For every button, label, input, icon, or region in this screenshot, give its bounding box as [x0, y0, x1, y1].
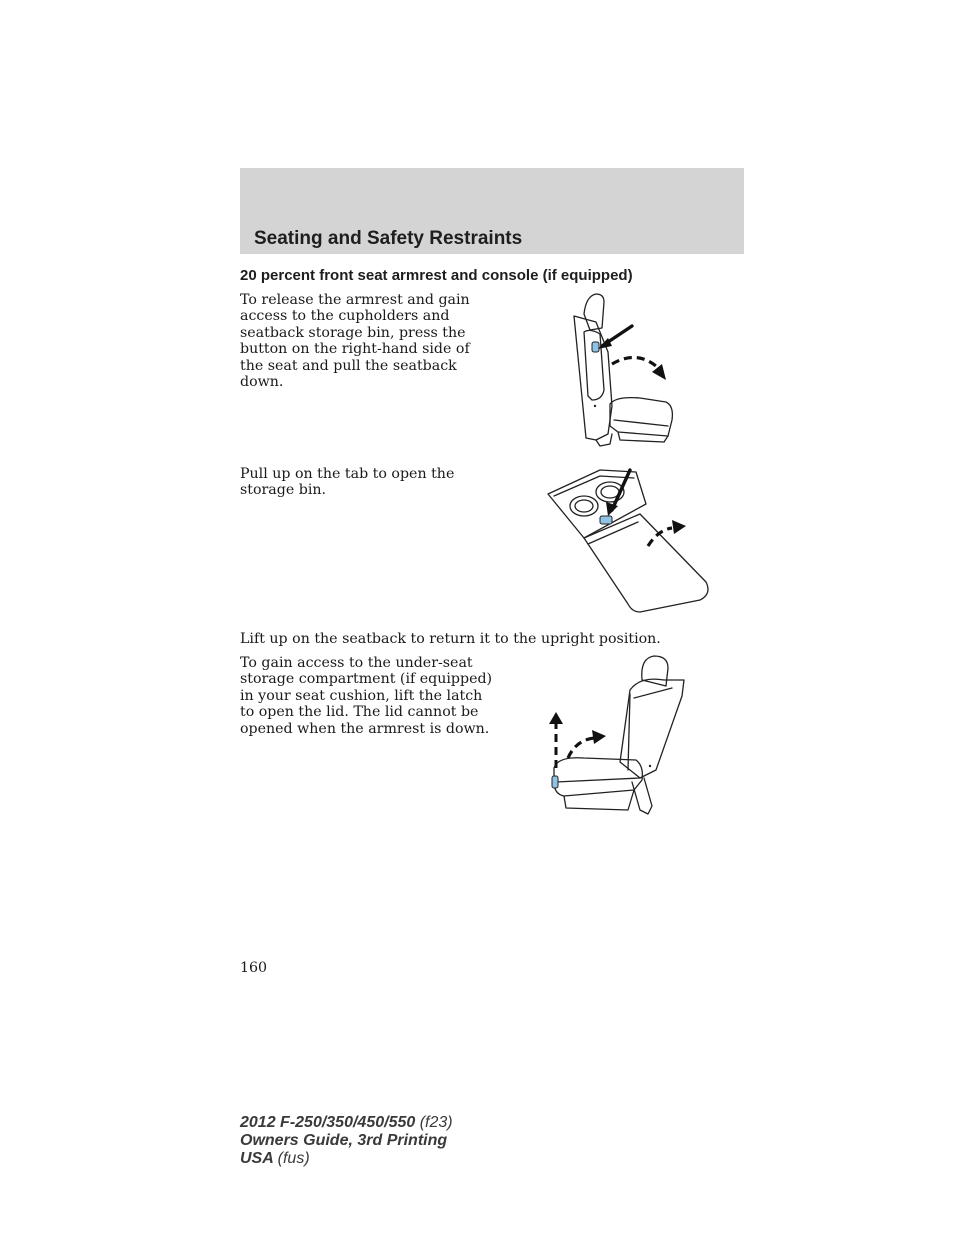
paragraph-release-armrest: To release the armrest and gain access to the cupholders and seatback storage bin, press the button on the right-hand side of the seat and pull the seatback down.: [240, 292, 470, 391]
console-tray-outline: [548, 470, 646, 538]
footer-line-3: [240, 1150, 453, 1168]
seatback-outline: [574, 316, 612, 440]
headrest-outline: [642, 656, 668, 686]
storage-bin-illustration: [540, 464, 716, 616]
latch-highlight: [552, 776, 558, 788]
footer-region: USA: [240, 1150, 274, 1167]
pointer-arrow: [612, 470, 630, 510]
under-seat-storage-illustration: [544, 650, 696, 822]
section-header-band: [240, 168, 744, 254]
motion-arrow: [568, 738, 594, 758]
footer-line-1: [240, 1114, 453, 1132]
section-title: Seating and Safety Restraints: [254, 228, 523, 249]
subheading: 20 percent front seat armrest and console (if equipped): [240, 267, 633, 284]
armrest-lid-outline: [584, 514, 708, 612]
headrest-outline: [584, 294, 604, 330]
page-number: 160: [240, 960, 268, 976]
motion-arrow: [612, 357, 656, 366]
footer-line-2: Owners Guide, 3rd Printing: [240, 1132, 448, 1149]
release-button-highlight: [592, 342, 599, 352]
bin-tab-highlight: [600, 516, 612, 524]
footer-model-code: (f23): [419, 1114, 453, 1131]
paragraph-open-bin: Pull up on the tab to open the storage bin.: [240, 466, 455, 499]
armrest-outline: [584, 330, 604, 400]
cushion-outline: [610, 398, 672, 436]
footer-region-code: (fus): [277, 1150, 310, 1167]
paragraph-return-upright: Lift up on the seatback to return it to the upright position.: [240, 631, 661, 647]
seat-armrest-release-illustration: [556, 288, 676, 452]
footer-model: 2012 F-250/350/450/550: [240, 1114, 416, 1131]
cushion-outline: [554, 758, 642, 796]
paragraph-under-seat-storage: To gain access to the under-seat storage compartment (if equipped) in your seat cushion, lift the latch to open the lid. The lid cannot be opened when the armrest is down.: [240, 655, 493, 737]
footer-publication-info: [240, 1114, 453, 1168]
